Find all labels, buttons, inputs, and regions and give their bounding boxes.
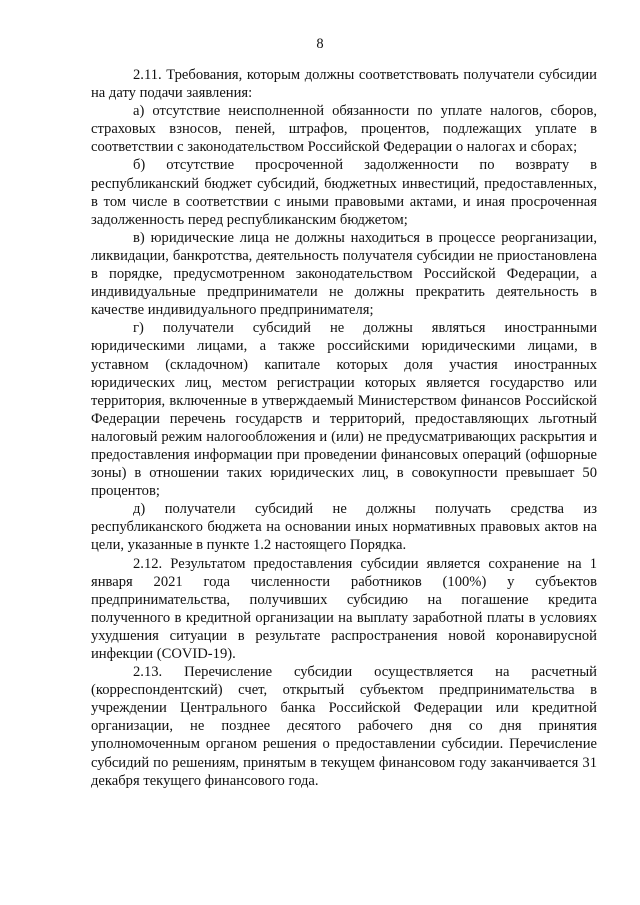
paragraph-2-11-b: б) отсутствие просроченной задолженности по возврату в республиканский бюджет субсидий, бюджетных инвестиций, предоставленных, в том числе в соответствии с иными правовыми актами, и иная просроченная задолженность перед республиканским бюджетом; [91,157,597,228]
document-body [91,66,597,790]
paragraph-2-11-a: а) отсутствие неисполненной обязанности по уплате налогов, сборов, страховых взносов, пеней, штрафов, процентов, подлежащих уплате в соответствии с законодательством Российской Федерации о налогах и сборах; [91,103,597,156]
paragraph-2-11: 2.11. Требования, которым должны соответствовать получатели субсидии на дату подачи заявления: [91,67,597,102]
paragraph-2-13: 2.13. Перечисление субсидии осуществляется на расчетный (корреспондентский) счет, открытый субъектом предпринимательства в учреждении Центрального банка Российской Федерации или кредитной организации, не позднее десятого рабочего дня со дня принятия уполномоченным органом решения о предоставлении субсидии. Перечисление субсидий по решениям, принятым в текущем финансовом году заканчивается 31 декабря текущего финансового года. [91,664,597,789]
paragraph-2-12: 2.12. Результатом предоставления субсидии является сохранение на 1 января 2021 года численности работников (100%) у субъектов предпринимательства, получивших субсидию на погашение кредита полученного в кредитной организации на выплату заработной платы в условиях ухудшения ситуации в результате распространения новой коронавирусной инфекции (COVID-19). [91,555,597,662]
paragraph-2-11-g: г) получатели субсидий не должны являться иностранными юридическими лицами, а также российскими юридическими лицами, в уставном (складочном) капитале которых доля участия иностранных юридических лиц, местом регистрации которых является государство или территория, включенные в утверждаемый Министерством финансов Российской Федерации перечень государств и территорий, предоставляющих льготный налоговый режим налогообложения и (или) не предусматривающих раскрытия и предоставления информации при проведении финансовых операций (офшорные зоны) в отношении таких юридических лиц, в совокупности превышает 50 процентов; [91,320,597,500]
page-number: 8 [316,36,324,52]
paragraph-2-11-v: в) юридические лица не должны находиться в процессе реорганизации, ликвидации, банкротства, деятельность получателя субсидии не приостановлена в порядке, предусмотренном законодательством Российской Федерации, а индивидуальные предприниматели не должны прекратить деятельность в качестве индивидуального предпринимателя; [91,229,597,319]
paragraph-2-11-d: д) получатели субсидий не должны получать средства из республиканского бюджета на основании иных нормативных правовых актов на цели, указанные в пункте 1.2 настоящего Порядка. [91,501,597,554]
